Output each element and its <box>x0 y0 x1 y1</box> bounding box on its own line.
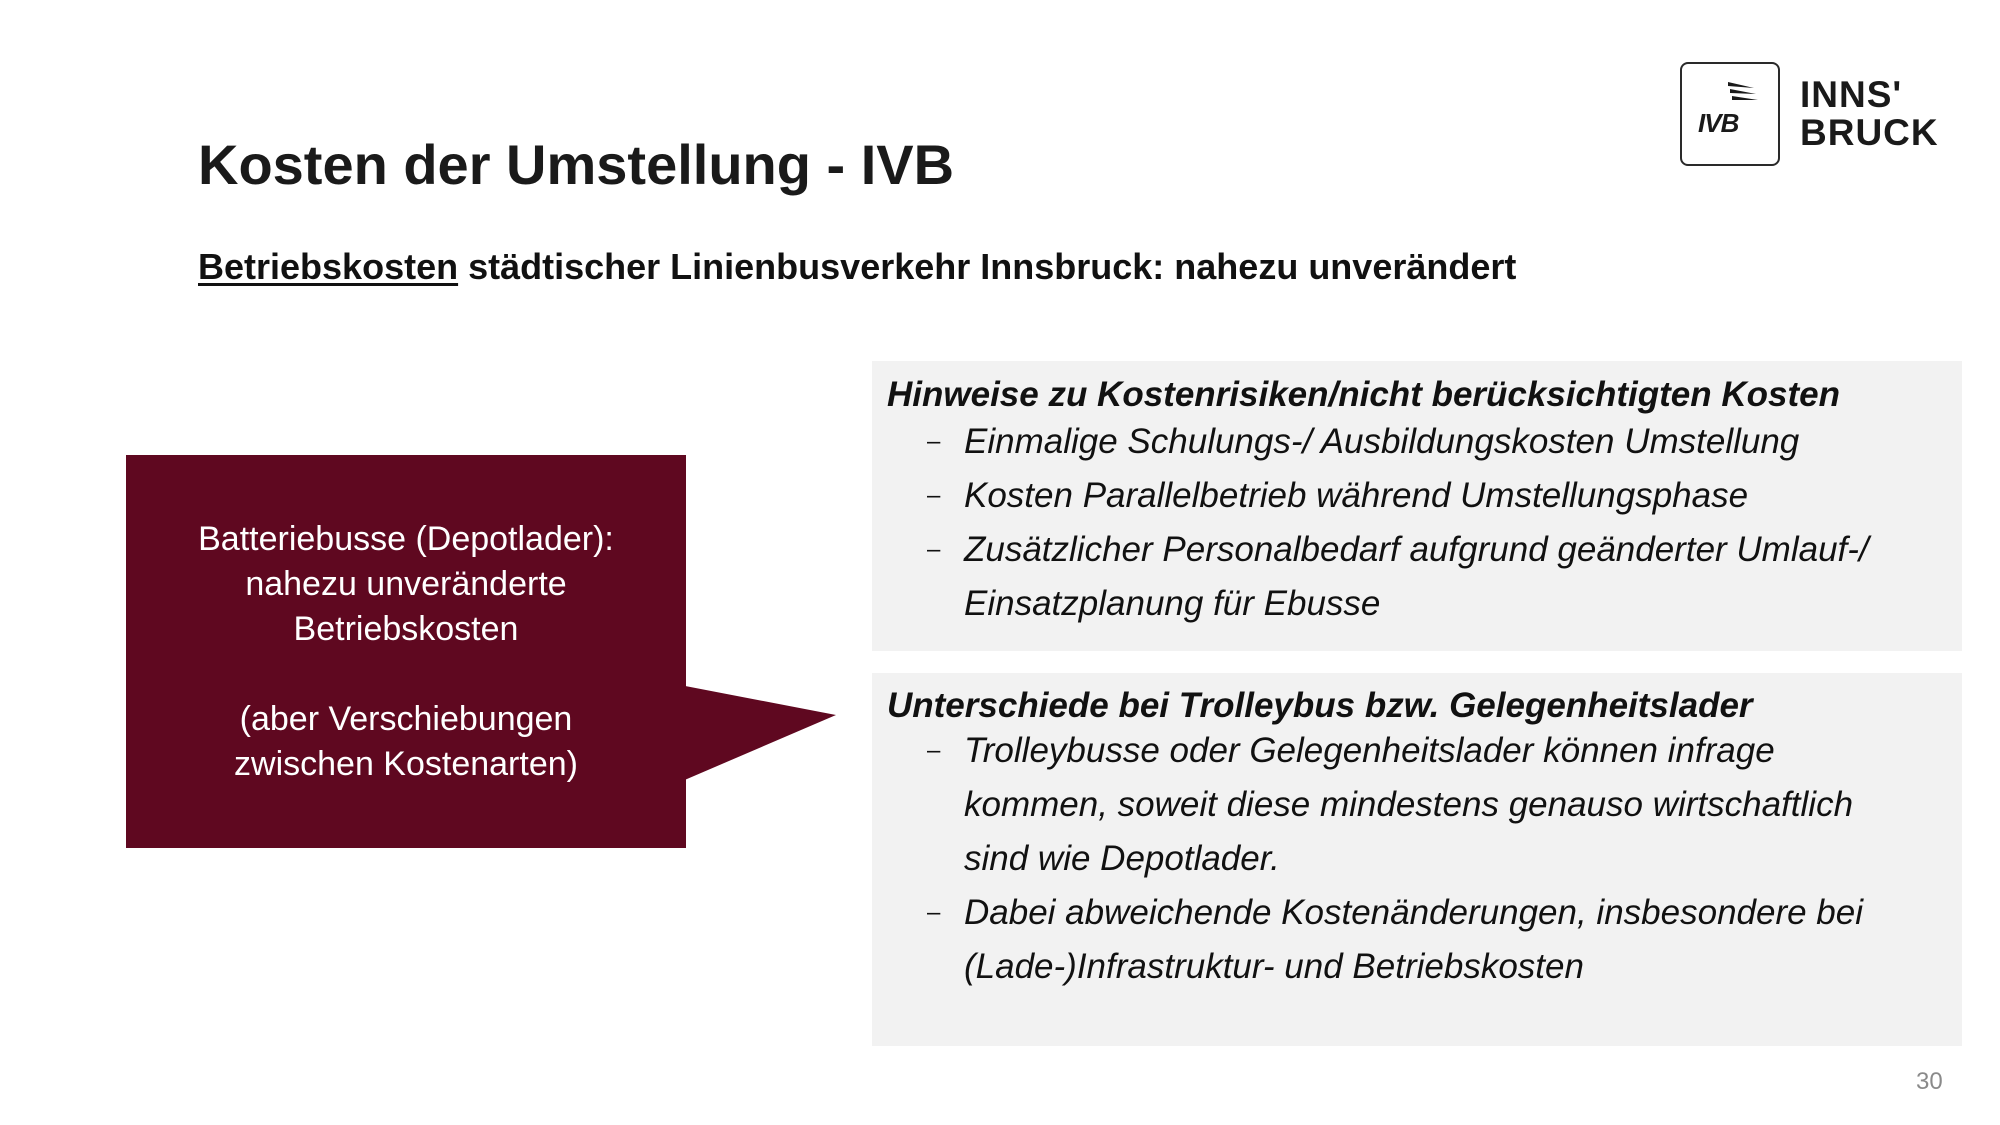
list-item <box>887 469 1962 523</box>
slide-subtitle <box>198 246 1516 288</box>
list-item <box>887 415 1962 469</box>
innsbruck-logo-text <box>1800 76 1939 152</box>
list-item-text: Zusätzlicher Personalbedarf aufgrund geänderter Umlauf-/ <box>964 530 1869 569</box>
ivb-wings-icon <box>1692 78 1772 108</box>
dash-bullet-icon: – <box>927 482 941 509</box>
list-item <box>887 886 1962 994</box>
callout-line-5: zwischen Kostenarten) <box>234 744 578 783</box>
callout-line-4: (aber Verschiebungen <box>239 699 573 738</box>
list-item <box>887 523 1962 631</box>
list-item-text-cont: (Lade-)Infrastruktur- und Betriebskosten <box>964 947 1584 986</box>
callout-text <box>126 455 686 848</box>
logo-city-line2: BRUCK <box>1800 112 1939 153</box>
dash-bullet-icon: – <box>927 737 941 764</box>
trolleybus-panel <box>872 673 1962 1046</box>
ivb-logo-box <box>1680 62 1780 166</box>
callout-line-2: nahezu unveränderte <box>245 564 567 603</box>
trolleybus-list <box>887 724 1962 994</box>
callout-line-1: Batteriebusse (Depotlader): <box>198 519 614 558</box>
subtitle-rest: städtischer Linienbusverkehr Innsbruck: nahezu unverändert <box>458 246 1517 287</box>
list-item-text-cont: sind wie Depotlader. <box>964 839 1280 878</box>
subtitle-underlined: Betriebskosten <box>198 246 459 287</box>
cost-risks-panel <box>872 361 1962 651</box>
list-item-text: Einmalige Schulungs-/ Ausbildungskosten Umstellung <box>964 422 1800 461</box>
list-item-text: Dabei abweichende Kostenänderungen, insbesondere bei <box>964 893 1864 932</box>
list-item-text-cont: Einsatzplanung für Ebusse <box>964 584 1381 623</box>
trolleybus-heading: Unterschiede bei Trolleybus bzw. Gelegenheitslader <box>887 686 1753 725</box>
cost-risks-list <box>887 415 1962 631</box>
list-item-text: Kosten Parallelbetrieb während Umstellungsphase <box>964 476 1749 515</box>
logo-city-line1: INNS' <box>1800 74 1903 115</box>
list-item-text-cont: kommen, soweit diese mindestens genauso wirtschaftlich <box>964 785 1854 824</box>
callout-pointer <box>680 680 840 790</box>
ivb-innsbruck-logo <box>1680 62 1950 170</box>
page-number: 30 <box>1916 1068 1943 1095</box>
callout-line-3: Betriebskosten <box>293 609 519 648</box>
ivb-logo-text: IVB <box>1698 108 1739 138</box>
slide-title: Kosten der Umstellung - IVB <box>198 133 955 196</box>
cost-risks-heading: Hinweise zu Kostenrisiken/nicht berücksichtigten Kosten <box>887 375 1840 414</box>
list-item-text: Trolleybusse oder Gelegenheitslader können infrage <box>964 731 1775 770</box>
dash-bullet-icon: – <box>927 428 941 455</box>
list-item <box>887 724 1962 886</box>
dash-bullet-icon: – <box>927 899 941 926</box>
dash-bullet-icon: – <box>927 536 941 563</box>
